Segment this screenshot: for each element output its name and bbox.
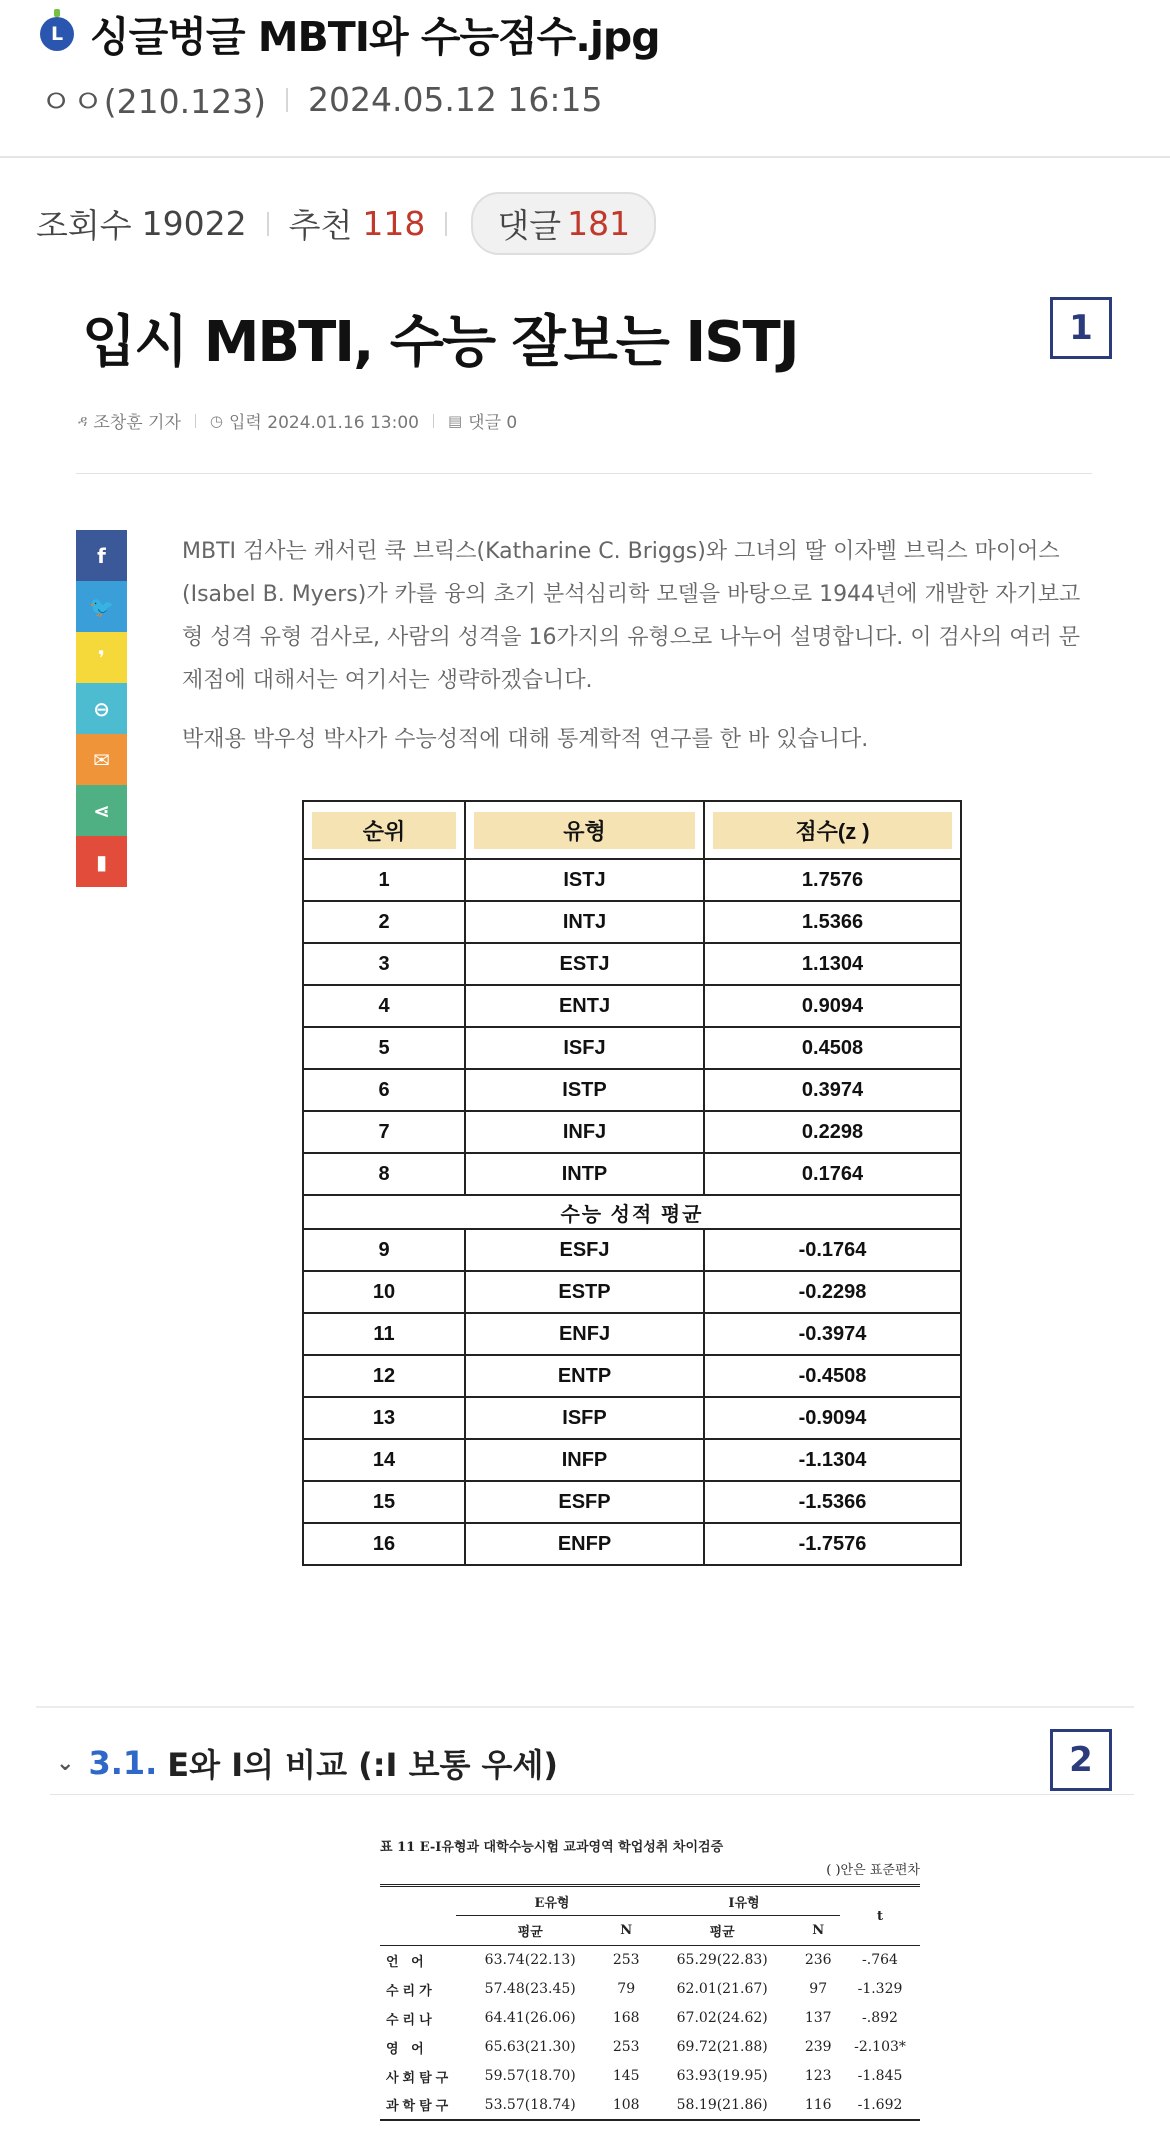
i-n-cell: 236: [804, 1952, 832, 1969]
rank-cell: 9: [303, 1229, 465, 1271]
rank-cell: 15: [303, 1481, 465, 1523]
e-mean-cell: 59.57(18.70): [484, 2068, 576, 2084]
score-cell: -1.1304: [704, 1439, 961, 1481]
comments-button[interactable]: [471, 192, 656, 255]
facebook-icon: f: [97, 543, 106, 568]
table-row: [303, 1397, 961, 1439]
type-cell: ESTP: [465, 1271, 704, 1313]
marker-2: 2: [1050, 1729, 1112, 1791]
i-mean-cell: 69.72(21.88): [676, 2039, 768, 2055]
table-row: [380, 2033, 920, 2062]
reporter-name[interactable]: 조창훈 기자: [93, 413, 181, 433]
table-row: [303, 1481, 961, 1523]
article-paragraph: MBTI 검사는 캐서린 쿡 브릭스(Katharine C. Briggs)와 그녀의 딸 이자벨 브릭스 마이어스(Isabel B. Myers)가 카를 융의 초기 분석심리학 모델을 바탕으로 1944년에 개발한 자기보고형 성격 유형 검사로, 사람의 성격을 16가지의 유형으로 나누어 설명합니다. 이 검사의 여러 문제점에 대해서는 여기서는 생략하겠습니다.: [182, 539, 1081, 693]
type-cell: INTP: [465, 1153, 704, 1195]
type-cell: ENTJ: [465, 985, 704, 1027]
person-icon: ዳ: [78, 411, 88, 430]
kakao-icon: ❜: [98, 645, 105, 670]
type-cell: ISFP: [465, 1397, 704, 1439]
t-cell: -.764: [862, 1952, 898, 1969]
rank-cell: 2: [303, 901, 465, 943]
table-row: [303, 1229, 961, 1271]
type-cell: ESFP: [465, 1481, 704, 1523]
post-datetime: 2024.05.12 16:15: [307, 80, 603, 119]
table-header-row: [303, 801, 961, 859]
e-n-cell: 108: [604, 2091, 648, 2120]
facebook-share-button[interactable]: [76, 530, 127, 581]
i-n-cell: 239: [804, 2039, 832, 2055]
table-row: [380, 1946, 920, 1975]
score-cell: -0.3974: [704, 1313, 961, 1355]
publish-date: 입력 2024.01.16 13:00: [229, 413, 419, 433]
header-rank: 순위: [303, 801, 465, 859]
link-share-button[interactable]: [76, 683, 127, 734]
section-heading[interactable]: [56, 1740, 558, 1786]
section-number: 3.1.: [88, 1744, 158, 1782]
table-row: [303, 985, 961, 1027]
score-cell: -1.7576: [704, 1523, 961, 1565]
score-cell: 0.2298: [704, 1111, 961, 1153]
article-body: [182, 530, 1082, 777]
divider: [76, 473, 1092, 474]
header-type: 유형: [465, 801, 704, 859]
views-count: 19022: [141, 204, 247, 243]
table-header-row: [380, 1886, 920, 1916]
section-title: E와 I의 비교 (:I 보통 우세): [167, 1746, 558, 1784]
table-row: [303, 1313, 961, 1355]
rank-cell: 1: [303, 859, 465, 901]
i-mean-cell: 67.02(24.62): [676, 2010, 768, 2026]
divider: [267, 212, 269, 236]
twitter-icon: 🐦: [89, 594, 114, 619]
type-cell: INFJ: [465, 1111, 704, 1153]
table-row: [303, 1027, 961, 1069]
score-cell: -1.5366: [704, 1481, 961, 1523]
header-n: N: [604, 1916, 648, 1946]
type-cell: ENFP: [465, 1523, 704, 1565]
score-cell: 0.3974: [704, 1069, 961, 1111]
type-cell: ISFJ: [465, 1027, 704, 1069]
subject-cell: 사회탐구: [386, 2070, 453, 2086]
t-cell: -1.692: [840, 2091, 920, 2120]
group-e: E유형: [456, 1886, 648, 1916]
article-byline: [78, 408, 517, 433]
figure-note: ( )안은 표준편차: [826, 1863, 920, 1878]
rank-cell: 13: [303, 1397, 465, 1439]
i-n-cell: 137: [804, 2010, 832, 2026]
post-title: 싱글벙글 MBTI와 수능점수.jpg: [90, 13, 660, 61]
marker-1: 1: [1050, 297, 1112, 359]
score-cell: -0.2298: [704, 1271, 961, 1313]
type-cell: ISTP: [465, 1069, 704, 1111]
i-mean-cell: 62.01(21.67): [676, 1981, 768, 1997]
table-row: [303, 943, 961, 985]
divider: [433, 414, 434, 428]
rank-cell: 7: [303, 1111, 465, 1153]
score-cell: -0.1764: [704, 1229, 961, 1271]
header-n: N: [796, 1916, 840, 1946]
post-meta: [40, 76, 603, 123]
divider: [286, 88, 288, 112]
table-row: [303, 1439, 961, 1481]
e-n-cell: 253: [612, 2039, 640, 2055]
divider: [195, 414, 196, 428]
article-paragraph: 박재용 박우성 박사가 수능성적에 대해 통계학적 연구를 한 바 있습니다.: [182, 727, 869, 752]
share-bar: [76, 530, 127, 887]
rank-cell: 3: [303, 943, 465, 985]
table-row: [303, 1355, 961, 1397]
t-cell: -.892: [862, 2010, 898, 2026]
rank-cell: 6: [303, 1069, 465, 1111]
i-n-cell: 97: [809, 1981, 828, 1997]
subject-cell: 영 어: [386, 2041, 428, 2057]
i-mean-cell: 65.29(22.83): [676, 1952, 768, 1969]
chevron-down-icon[interactable]: ⌄: [56, 1750, 75, 1776]
link-icon: ⊖: [93, 696, 110, 721]
table-row: [303, 1111, 961, 1153]
score-cell: -0.4508: [704, 1355, 961, 1397]
header-mean: 평균: [648, 1916, 796, 1946]
e-n-cell: 253: [612, 1952, 640, 1969]
table-row: [303, 1153, 961, 1195]
subject-cell: 수리나: [386, 2012, 436, 2028]
table-row: [380, 2004, 920, 2033]
post-title-row: [40, 4, 660, 63]
rank-cell: 10: [303, 1271, 465, 1313]
type-cell: INFP: [465, 1439, 704, 1481]
type-cell: ENTP: [465, 1355, 704, 1397]
comments-label: 댓글: [497, 206, 562, 245]
post-stats: [36, 192, 656, 255]
type-cell: ISTJ: [465, 859, 704, 901]
post-header: [0, 0, 1170, 158]
comments-count: 181: [567, 204, 631, 243]
table-row: [380, 2062, 920, 2091]
type-cell: ESTJ: [465, 943, 704, 985]
type-cell: INTJ: [465, 901, 704, 943]
bookmark-icon: ▮: [95, 849, 107, 874]
divider: [36, 1706, 1134, 1708]
score-cell: 1.5366: [704, 901, 961, 943]
divider: [445, 212, 447, 236]
views-label: 조회수: [36, 206, 132, 245]
header-score: 점수(z ): [704, 801, 961, 859]
rank-cell: 12: [303, 1355, 465, 1397]
e-mean-cell: 63.74(22.13): [484, 1952, 576, 1969]
e-mean-cell: 53.57(18.74): [456, 2091, 604, 2120]
table-row: [303, 1069, 961, 1111]
table-row: [303, 901, 961, 943]
i-n-cell: 123: [804, 2068, 832, 2084]
user-level-badge: L: [40, 17, 74, 51]
score-cell: 1.7576: [704, 859, 961, 901]
twitter-share-button[interactable]: [76, 581, 127, 632]
group-i: I유형: [648, 1886, 840, 1916]
e-mean-cell: 65.63(21.30): [484, 2039, 576, 2055]
e-n-cell: 79: [617, 1981, 636, 1997]
post-author[interactable]: ㅇㅇ(210.123): [40, 82, 266, 121]
email-icon: ✉: [93, 747, 110, 772]
type-cell: ENFJ: [465, 1313, 704, 1355]
subject-cell: 수리가: [386, 1983, 436, 1999]
table-subheader-row: [380, 1916, 920, 1946]
subject-cell: 언 어: [386, 1954, 428, 1970]
score-cell: 0.4508: [704, 1027, 961, 1069]
rank-cell: 16: [303, 1523, 465, 1565]
score-cell: 0.9094: [704, 985, 961, 1027]
score-cell: -0.9094: [704, 1397, 961, 1439]
subject-cell: 과학탐구: [380, 2091, 456, 2120]
type-cell: ESFJ: [465, 1229, 704, 1271]
header-mean: 평균: [456, 1916, 604, 1946]
rank-cell: 11: [303, 1313, 465, 1355]
average-divider-row: [303, 1195, 961, 1229]
clock-icon: ◷: [209, 411, 223, 430]
recommend-label: 추천: [288, 206, 353, 245]
figure-caption: 표 11 E-I유형과 대학수능시험 교과영역 학업성취 차이검증: [380, 1840, 724, 1855]
t-cell: -1.329: [857, 1981, 903, 1997]
ei-comparison-figure: [380, 1836, 920, 2121]
table-row: [303, 1523, 961, 1565]
article-comments[interactable]: 댓글 0: [468, 413, 518, 433]
share-share-button[interactable]: [76, 785, 127, 836]
bookmark-share-button[interactable]: [76, 836, 127, 887]
score-cell: 1.1304: [704, 943, 961, 985]
share-icon: ⋖: [93, 798, 110, 823]
e-n-cell: 145: [612, 2068, 640, 2084]
i-n-cell: 116: [796, 2091, 840, 2120]
score-cell: 0.1764: [704, 1153, 961, 1195]
t-cell: -2.103*: [854, 2039, 906, 2055]
table-row: [303, 1271, 961, 1313]
i-mean-cell: 58.19(21.86): [648, 2091, 796, 2120]
table-row: [380, 2091, 920, 2120]
email-share-button[interactable]: [76, 734, 127, 785]
i-mean-cell: 63.93(19.95): [676, 2068, 768, 2084]
header-t: t: [840, 1886, 920, 1946]
article-title: 입시 MBTI, 수능 잘보는 ISTJ: [82, 310, 798, 375]
rank-cell: 14: [303, 1439, 465, 1481]
table-row: [380, 1975, 920, 2004]
t-cell: -1.845: [857, 2068, 903, 2084]
table-row: [303, 859, 961, 901]
kakao-share-button[interactable]: [76, 632, 127, 683]
rank-cell: 5: [303, 1027, 465, 1069]
divider: [50, 1794, 1134, 1795]
rank-cell: 8: [303, 1153, 465, 1195]
recommend-count: 118: [362, 204, 426, 243]
average-label: 수능 성적 평균: [303, 1195, 961, 1229]
ei-comparison-table: [380, 1884, 920, 2121]
e-mean-cell: 64.41(26.06): [484, 2010, 576, 2026]
mbti-score-table: [302, 800, 962, 1566]
comment-icon: ▤: [447, 411, 463, 430]
e-mean-cell: 57.48(23.45): [484, 1981, 576, 1997]
e-n-cell: 168: [612, 2010, 640, 2026]
rank-cell: 4: [303, 985, 465, 1027]
